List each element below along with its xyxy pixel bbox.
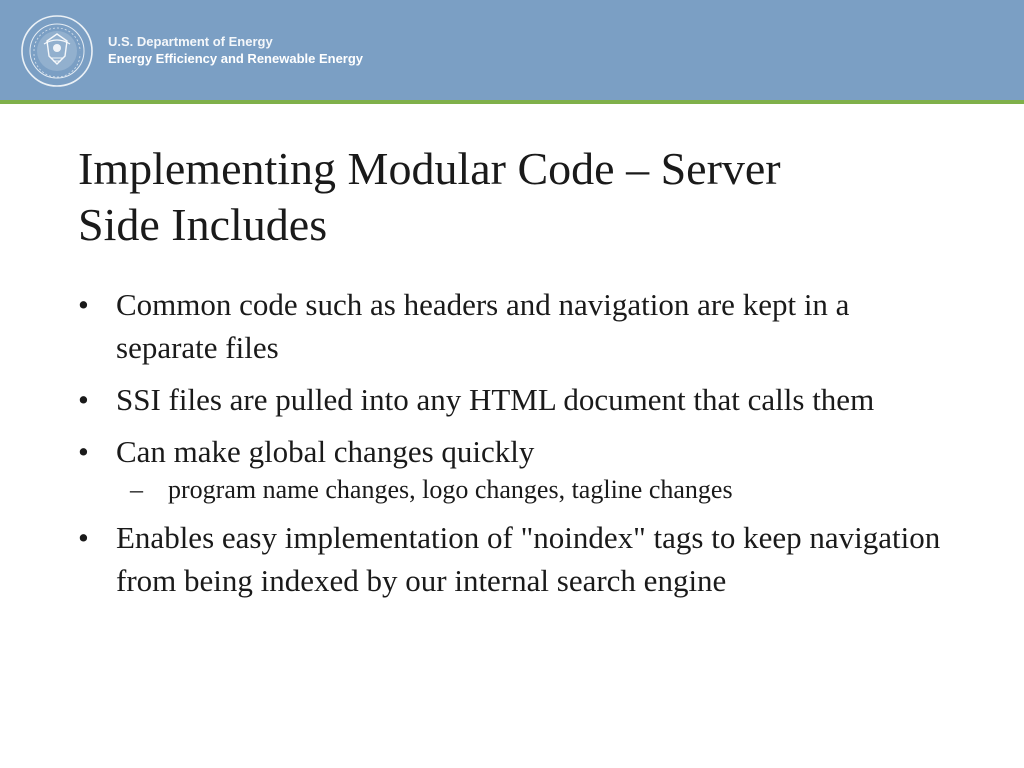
bullet-marker: •	[78, 434, 89, 469]
bullet-item	[78, 430, 958, 507]
bullet-item	[78, 378, 958, 421]
bullet-item	[78, 283, 958, 369]
bullet-text: Enables easy implementation of "noindex" tags to keep navigation from being indexed by our internal search engine	[116, 520, 941, 598]
bullet-text: Common code such as headers and navigation are kept in a separate files	[116, 287, 850, 365]
agency-name: U.S. Department of Energy	[108, 34, 273, 49]
sub-bullet-list	[116, 473, 958, 507]
bullet-list	[78, 283, 958, 611]
sub-bullet-marker: –	[130, 475, 143, 504]
office-name: Energy Efficiency and Renewable Energy	[108, 51, 364, 66]
bullet-item	[78, 516, 958, 602]
sub-bullet-text: program name changes, logo changes, tagline changes	[168, 475, 733, 504]
bullet-text: Can make global changes quickly	[116, 434, 535, 469]
header-accent-rule	[0, 100, 1024, 104]
bullet-marker: •	[78, 520, 89, 555]
slide-title-line-2: Side Includes	[78, 199, 328, 250]
doe-seal-logo	[20, 14, 94, 88]
bullet-marker: •	[78, 287, 89, 322]
bullet-text: SSI files are pulled into any HTML document that calls them	[116, 382, 875, 417]
slide-title	[78, 141, 958, 253]
slide-title-line-1: Implementing Modular Code – Server	[78, 143, 781, 194]
agency-branding	[108, 34, 363, 68]
sub-bullet-item	[124, 473, 958, 507]
bullet-marker: •	[78, 382, 89, 417]
